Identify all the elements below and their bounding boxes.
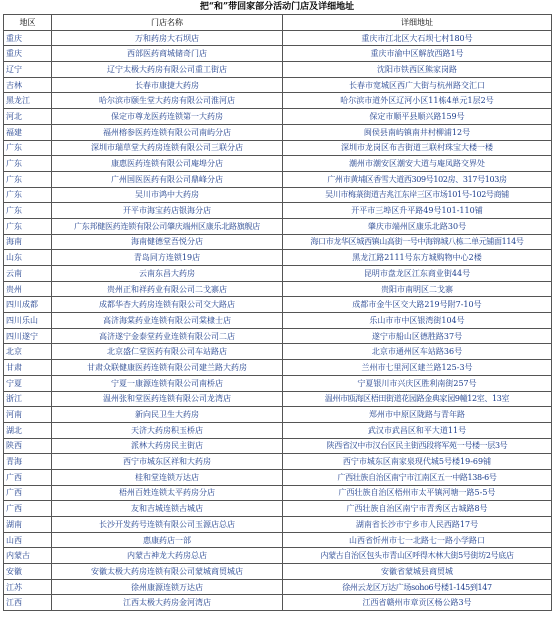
table-row — [4, 30, 552, 46]
region-cell: 甘肃 — [4, 360, 52, 376]
table-row — [4, 140, 552, 156]
store-name-cell: 贵州正和祥药业有限公司二戈寨店 — [52, 281, 283, 297]
address-cell: 遂宁市船山区德胜路37号 — [283, 328, 552, 344]
address-cell: 宁夏银川市兴庆区胜利南街257号 — [283, 375, 552, 391]
table-row — [4, 391, 552, 407]
table-row — [4, 187, 552, 203]
region-cell: 河北 — [4, 109, 52, 125]
address-cell: 山西省忻州市七一北路七一路小学路口 — [283, 532, 552, 548]
store-name-cell: 康惠医药连锁有限公司庵埠分店 — [52, 156, 283, 172]
region-cell: 重庆 — [4, 30, 52, 46]
header-region: 地区 — [4, 15, 52, 31]
address-cell: 广州市黄埔区香雪大道西309号102房、317号103房 — [283, 171, 552, 187]
region-cell: 黑龙江 — [4, 93, 52, 109]
region-cell: 广东 — [4, 203, 52, 219]
region-cell: 河南 — [4, 407, 52, 423]
store-name-cell: 徐州康源连锁万达店 — [52, 579, 283, 595]
store-name-cell: 温州张和堂医药连锁有限公司龙湾店 — [52, 391, 283, 407]
region-cell: 四川遂宁 — [4, 328, 52, 344]
region-cell: 宁夏 — [4, 375, 52, 391]
address-cell: 潮州市潮安区潮安大道与庵凤路交界处 — [283, 156, 552, 172]
region-cell: 江苏 — [4, 579, 52, 595]
table-row — [4, 438, 552, 454]
store-table — [3, 14, 552, 611]
address-cell: 徐州云龙区万达广场soho6号楼1-145到147 — [283, 579, 552, 595]
table-row — [4, 171, 552, 187]
table-row — [4, 595, 552, 611]
region-cell: 广东 — [4, 171, 52, 187]
table-row — [4, 360, 552, 376]
table-row — [4, 564, 552, 580]
table-row — [4, 297, 552, 313]
store-name-cell: 长春市康捷大药房 — [52, 77, 283, 93]
address-cell: 吴川市梅菉街道吉兆江东岸三区市场101号-102号商铺 — [283, 187, 552, 203]
region-cell: 广西 — [4, 469, 52, 485]
address-cell: 乐山市市中区银湾街104号 — [283, 313, 552, 329]
address-cell: 江西省赣州市章贡区杨公路3号 — [283, 595, 552, 611]
table-body — [4, 30, 552, 610]
table-row — [4, 501, 552, 517]
table-row — [4, 485, 552, 501]
address-cell: 温州市瓯海区梧田街道花园路金典家园9幢12室、13室 — [283, 391, 552, 407]
region-cell: 广东 — [4, 156, 52, 172]
address-cell: 深圳市龙岗区布吉街道三联村珠宝大楼一楼 — [283, 140, 552, 156]
region-cell: 山西 — [4, 532, 52, 548]
address-cell: 内蒙古自治区包头市青山区呼得木林大街5号街坊2号底店 — [283, 548, 552, 564]
address-cell: 昆明市盘龙区江东商业街44号 — [283, 266, 552, 282]
store-name-cell: 青岛同方连锁19店 — [52, 250, 283, 266]
table-row — [4, 218, 552, 234]
table-row — [4, 548, 552, 564]
region-cell: 青海 — [4, 454, 52, 470]
table-row — [4, 328, 552, 344]
store-name-cell: 内蒙古神龙大药房总店 — [52, 548, 283, 564]
store-name-cell: 万和药房大石坝店 — [52, 30, 283, 46]
address-cell: 武汉市武昌区和平大道11号 — [283, 422, 552, 438]
region-cell: 辽宁 — [4, 62, 52, 78]
table-row — [4, 313, 552, 329]
store-name-cell: 广州国医医药有限公司鼎峰分店 — [52, 171, 283, 187]
region-cell: 广东 — [4, 140, 52, 156]
store-name-cell: 海南健德堂吾悦分店 — [52, 234, 283, 250]
table-row — [4, 407, 552, 423]
address-cell: 广西壮族自治区南宁市江南区五一中路138-6号 — [283, 469, 552, 485]
region-cell: 吉林 — [4, 77, 52, 93]
table-row — [4, 77, 552, 93]
address-cell: 湖南省长沙市宁乡市人民西路17号 — [283, 517, 552, 533]
store-name-cell: 西宁市城东区祥和大药房 — [52, 454, 283, 470]
store-name-cell: 派林大药房民主街店 — [52, 438, 283, 454]
store-name-cell: 桂和堂连锁万达店 — [52, 469, 283, 485]
address-cell: 郑州市中原区陇路与青年路 — [283, 407, 552, 423]
address-cell: 沈阳市铁西区熊家岗路 — [283, 62, 552, 78]
address-cell: 保定市顺平县顺兴路159号 — [283, 109, 552, 125]
table-row — [4, 532, 552, 548]
store-name-cell: 广东邦健医药连锁有限公司肇庆端州区康乐北路旗舰店 — [52, 218, 283, 234]
region-cell: 北京 — [4, 344, 52, 360]
store-name-cell: 高济海棠药业连锁有限公司棠棣士店 — [52, 313, 283, 329]
address-cell: 海口市龙华区城西镇山高街一号中海锦城八栋二单元铺面114号 — [283, 234, 552, 250]
table-row — [4, 124, 552, 140]
table-row — [4, 422, 552, 438]
table-header-row — [4, 15, 552, 31]
table-row — [4, 234, 552, 250]
header-address: 详细地址 — [283, 15, 552, 31]
store-name-cell: 天济大药房积玉桥店 — [52, 422, 283, 438]
table-row — [4, 375, 552, 391]
region-cell: 四川乐山 — [4, 313, 52, 329]
document-title: 把“和”带回家部分活动门店及详细地址 — [199, 2, 355, 12]
region-cell: 浙江 — [4, 391, 52, 407]
table-row — [4, 156, 552, 172]
address-cell: 肇庆市端州区康乐北路30号 — [283, 218, 552, 234]
region-cell: 贵州 — [4, 281, 52, 297]
table-row — [4, 109, 552, 125]
store-name-cell: 成都华杏大药房连锁有限公司交大路店 — [52, 297, 283, 313]
store-name-cell: 开平市海宝药店银海分店 — [52, 203, 283, 219]
region-cell: 福建 — [4, 124, 52, 140]
store-name-cell: 长沙开发药号连锁有限公司玉源店总店 — [52, 517, 283, 533]
table-row — [4, 281, 552, 297]
region-cell: 海南 — [4, 234, 52, 250]
region-cell: 内蒙古 — [4, 548, 52, 564]
region-cell: 广东 — [4, 218, 52, 234]
table-row — [4, 266, 552, 282]
table-row — [4, 469, 552, 485]
address-cell: 成都市金牛区交大路219号附7-10号 — [283, 297, 552, 313]
address-cell: 陕西省汉中市汉台区民主街西段将军苑一号楼一层3号 — [283, 438, 552, 454]
region-cell: 江西 — [4, 595, 52, 611]
address-cell: 黑龙江路2111号东方城购物中心2楼 — [283, 250, 552, 266]
store-name-cell: 哈尔滨市颐生堂大药房有限公司淮河店 — [52, 93, 283, 109]
address-cell: 西宁市城东区南家泉现代城5号楼19-69铺 — [283, 454, 552, 470]
address-cell: 广西壮族自治区南宁市青秀区古城路8号 — [283, 501, 552, 517]
address-cell: 重庆市江北区大石坝七村180号 — [283, 30, 552, 46]
address-cell: 开平市三埠区升平路49号101-110铺 — [283, 203, 552, 219]
store-name-cell: 深圳市瑞草堂大药房连锁有限公司三联分店 — [52, 140, 283, 156]
address-cell: 安徽省蒙城县商贸城 — [283, 564, 552, 580]
store-name-cell: 北京盛仁堂医药有限公司车站路店 — [52, 344, 283, 360]
region-cell: 云南 — [4, 266, 52, 282]
region-cell: 广西 — [4, 501, 52, 517]
table-row — [4, 46, 552, 62]
store-name-cell: 云南东昌大药房 — [52, 266, 283, 282]
address-cell: 广西壮族自治区梧州市太平镇河塘一路5-5号 — [283, 485, 552, 501]
store-name-cell: 新向民卫生大药房 — [52, 407, 283, 423]
table-row — [4, 250, 552, 266]
table-row — [4, 62, 552, 78]
store-name-cell: 惠康药店一部 — [52, 532, 283, 548]
address-cell: 重庆市渝中区解放西路1号 — [283, 46, 552, 62]
store-name-cell: 高济遂宁金泰堂药业连锁有限公司二店 — [52, 328, 283, 344]
table-row — [4, 517, 552, 533]
store-name-cell: 甘肃众联健康医药连锁有限公司建兰路大药房 — [52, 360, 283, 376]
store-name-cell: 辽宁太极大药房有限公司重工街店 — [52, 62, 283, 78]
address-cell: 贵阳市南明区二戈寨 — [283, 281, 552, 297]
region-cell: 山东 — [4, 250, 52, 266]
region-cell: 重庆 — [4, 46, 52, 62]
region-cell: 四川成都 — [4, 297, 52, 313]
region-cell: 广东 — [4, 187, 52, 203]
store-name-cell: 福州榕参医药连锁有限公司南屿分店 — [52, 124, 283, 140]
address-cell: 兰州市七里河区建兰路125-3号 — [283, 360, 552, 376]
table-row — [4, 93, 552, 109]
store-name-cell: 安徽太极大药房连锁有限公司蒙城商贸城店 — [52, 564, 283, 580]
region-cell: 广西 — [4, 485, 52, 501]
table-row — [4, 454, 552, 470]
store-name-cell: 友和吉城连锁古城店 — [52, 501, 283, 517]
region-cell: 湖北 — [4, 422, 52, 438]
header-store-name: 门店名称 — [52, 15, 283, 31]
region-cell: 湖南 — [4, 517, 52, 533]
address-cell: 北京市通州区车站路36号 — [283, 344, 552, 360]
region-cell: 陕西 — [4, 438, 52, 454]
store-name-cell: 江西太极大药房金河湾店 — [52, 595, 283, 611]
store-name-cell: 保定市尊龙医药连锁第一大药房 — [52, 109, 283, 125]
address-cell: 闽侯县南屿镇南井村柳浦12号 — [283, 124, 552, 140]
store-name-cell: 西部医药商城储奇门店 — [52, 46, 283, 62]
store-name-cell: 梧州百姓连锁太平药房分店 — [52, 485, 283, 501]
store-name-cell: 吴川市鸿中大药房 — [52, 187, 283, 203]
address-cell: 哈尔滨市道外区辽河小区11栋4单元1层2号 — [283, 93, 552, 109]
address-cell: 长春市宽城区西广大街与杭州路交汇口 — [283, 77, 552, 93]
table-row — [4, 203, 552, 219]
table-row — [4, 579, 552, 595]
store-name-cell: 宁夏一康源连锁有限公司南桥店 — [52, 375, 283, 391]
table-row — [4, 344, 552, 360]
region-cell: 安徽 — [4, 564, 52, 580]
